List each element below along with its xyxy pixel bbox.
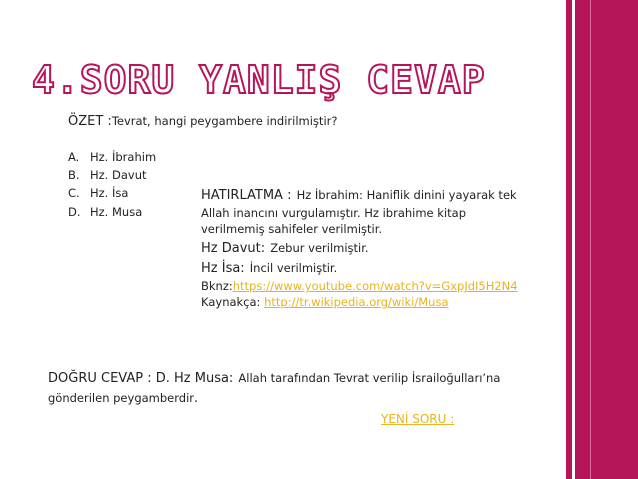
reminder-label: HATIRLATMA : [201, 188, 292, 203]
summary-line [68, 110, 337, 129]
answer-text-1: Allah tarafından Tevrat verilip İsrailoğulları’na [238, 371, 501, 385]
band-divider [572, 0, 575, 479]
band-divider-line [590, 0, 591, 479]
reminder-line-3: verilmemiş sahifeler verilmiştir. [201, 222, 383, 236]
option-c [68, 186, 128, 200]
answer-line-2 [48, 387, 198, 406]
answer-period: . [194, 391, 199, 406]
isa-label: Hz İsa: [201, 261, 245, 276]
next-question-link[interactable]: YENİ SORU : [381, 412, 455, 426]
reminder-text-1: Hz İbrahim: Haniflik dinini yayarak tek [296, 188, 517, 202]
reminder-isa [201, 257, 337, 276]
summary-question: Tevrat, hangi peygambere indirilmiştir? [111, 114, 338, 128]
option-letter: B. [68, 168, 80, 182]
option-a [68, 150, 156, 164]
reminder-source [201, 295, 449, 309]
davut-text: Zebur verilmiştir. [270, 241, 369, 255]
reminder-davut [201, 237, 369, 256]
option-text: Hz. Davut [90, 168, 147, 182]
reminder-bknz [201, 279, 518, 293]
option-text: Hz. İsa [90, 186, 129, 200]
slide-title: 4.SORU YANLIŞ CEVAP [32, 58, 486, 102]
summary-label: ÖZET : [68, 114, 112, 129]
reminder-line-2: Allah inancını vurgulamıştır. Hz ibrahime kitap [201, 206, 466, 220]
answer-line-1 [48, 367, 500, 386]
bknz-label: Bknz: [201, 279, 233, 293]
option-letter: A. [68, 150, 80, 164]
davut-label: Hz Davut: [201, 241, 266, 256]
option-text: Hz. Musa [90, 205, 143, 219]
option-text: Hz. İbrahim [90, 150, 157, 164]
option-b [68, 168, 147, 182]
option-d [68, 205, 142, 219]
option-letter: C. [68, 186, 80, 200]
decorative-side-band [566, 0, 638, 479]
reminder-line-1 [201, 184, 517, 203]
youtube-link[interactable]: https://www.youtube.com/watch?v=GxpJdI5H2N4 [232, 279, 518, 293]
wikipedia-link[interactable]: http://tr.wikipedia.org/wiki/Musa [264, 295, 449, 309]
source-label: Kaynakça: [201, 295, 261, 309]
option-letter: D. [68, 205, 81, 219]
answer-text-2: gönderilen peygamberdir [48, 391, 194, 405]
answer-label: DOĞRU CEVAP : D. Hz Musa: [48, 371, 234, 386]
isa-text: İncil verilmiştir. [249, 261, 338, 275]
